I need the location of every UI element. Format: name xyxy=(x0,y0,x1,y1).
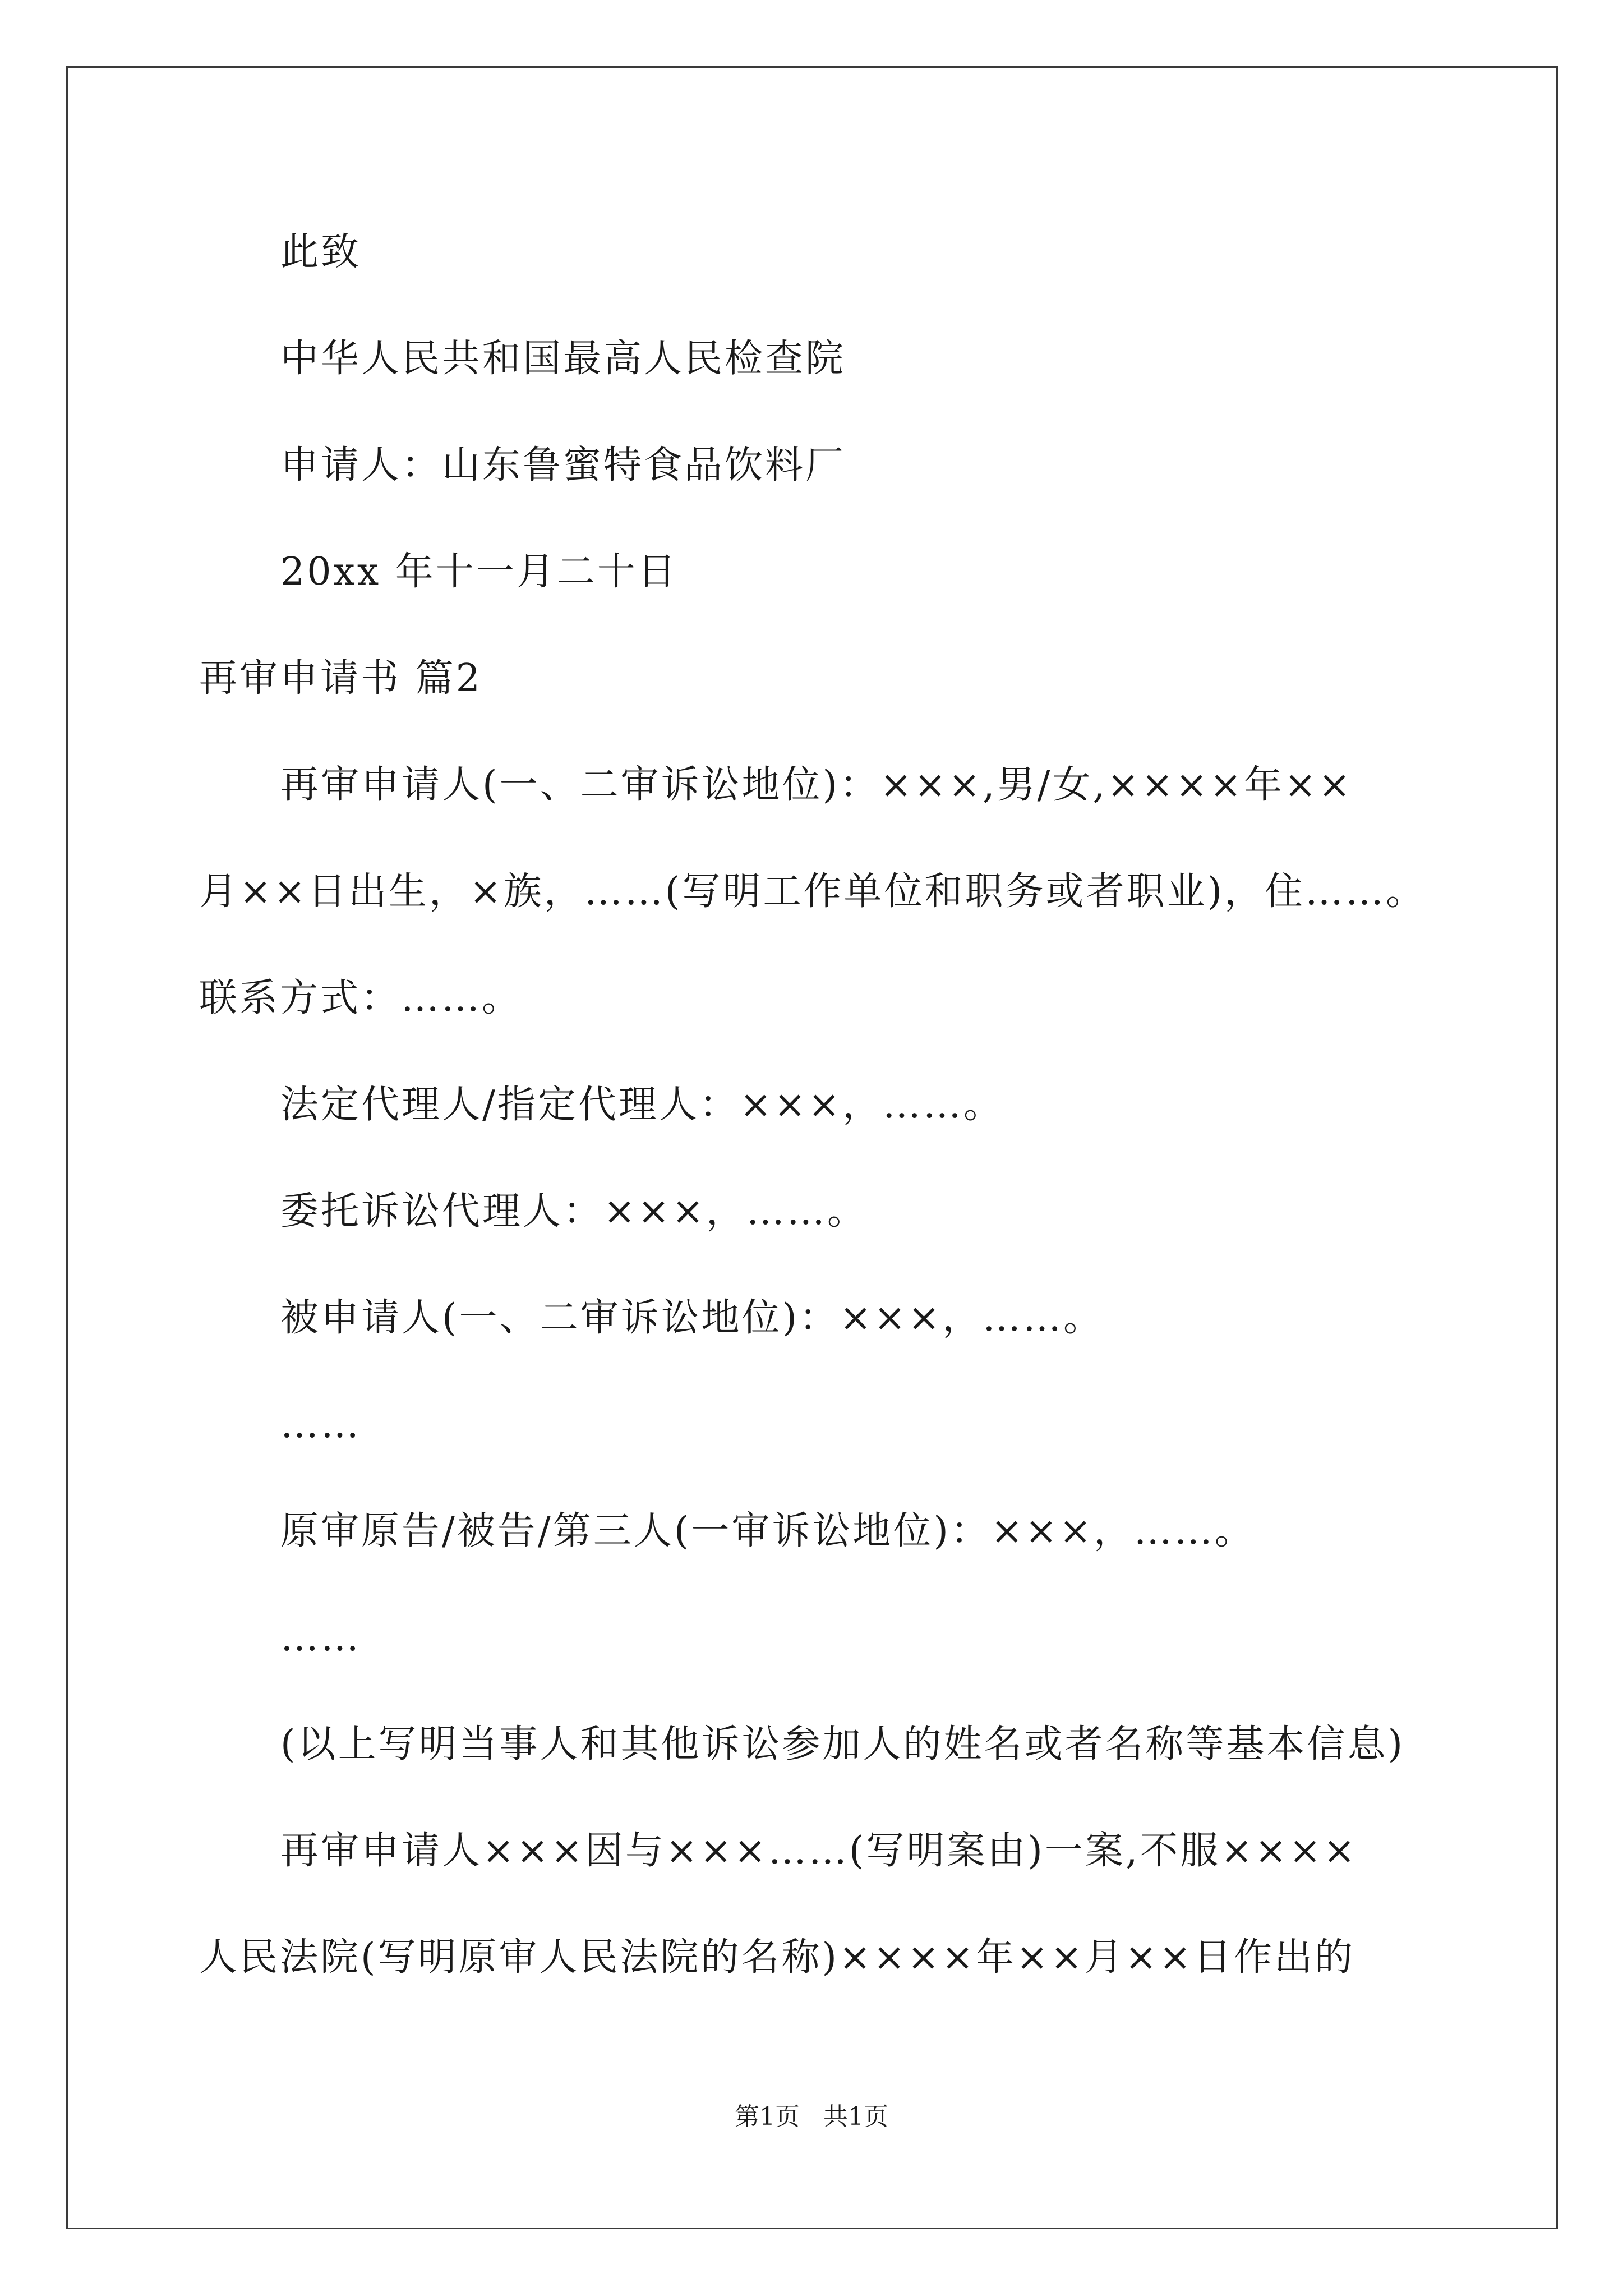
paragraph-line: 联系方式：……。 xyxy=(199,976,523,1020)
paragraph-line: 再审申请人×××因与×××……(写明案由)一案,不服×××× xyxy=(280,1829,1358,1873)
salutation: 此致 xyxy=(280,230,362,274)
section-heading: 再审申请书 篇2 xyxy=(199,656,482,701)
page-total: 共1页 xyxy=(823,2102,888,2131)
paragraph-line: 法定代理人/指定代理人：×××，……。 xyxy=(280,1083,1004,1127)
paragraph-line: (以上写明当事人和其他诉讼参加人的姓名或者名称等基本信息) xyxy=(280,1722,1405,1766)
page-border xyxy=(66,66,1558,2229)
paragraph-line: 被申请人(一、二审诉讼地位)：×××，……。 xyxy=(280,1296,1104,1340)
paragraph-line: 再审申请人(一、二审诉讼地位)：×××,男/女,××××年×× xyxy=(280,763,1353,807)
paragraph-line: 人民法院(写明原审人民法院的名称)××××年××月××日作出的 xyxy=(199,1935,1355,1980)
applicant: 申请人：山东鲁蜜特食品饮料厂 xyxy=(280,443,846,487)
date: 20xx 年十一月二十日 xyxy=(280,550,678,594)
ellipsis-line: …… xyxy=(280,1402,361,1447)
paragraph-line: 月××日出生，×族，……(写明工作单位和职务或者职业)，住……。 xyxy=(199,869,1426,914)
ellipsis-line: …… xyxy=(280,1616,361,1660)
page-number: 第1页 xyxy=(735,2102,800,2131)
paragraph-line: 委托诉讼代理人：×××，……。 xyxy=(280,1189,868,1234)
recipient: 中华人民共和国最高人民检查院 xyxy=(280,337,846,381)
paragraph-line: 原审原告/被告/第三人(一审诉讼地位)：×××，……。 xyxy=(280,1509,1255,1553)
page-footer xyxy=(0,2102,1623,2132)
